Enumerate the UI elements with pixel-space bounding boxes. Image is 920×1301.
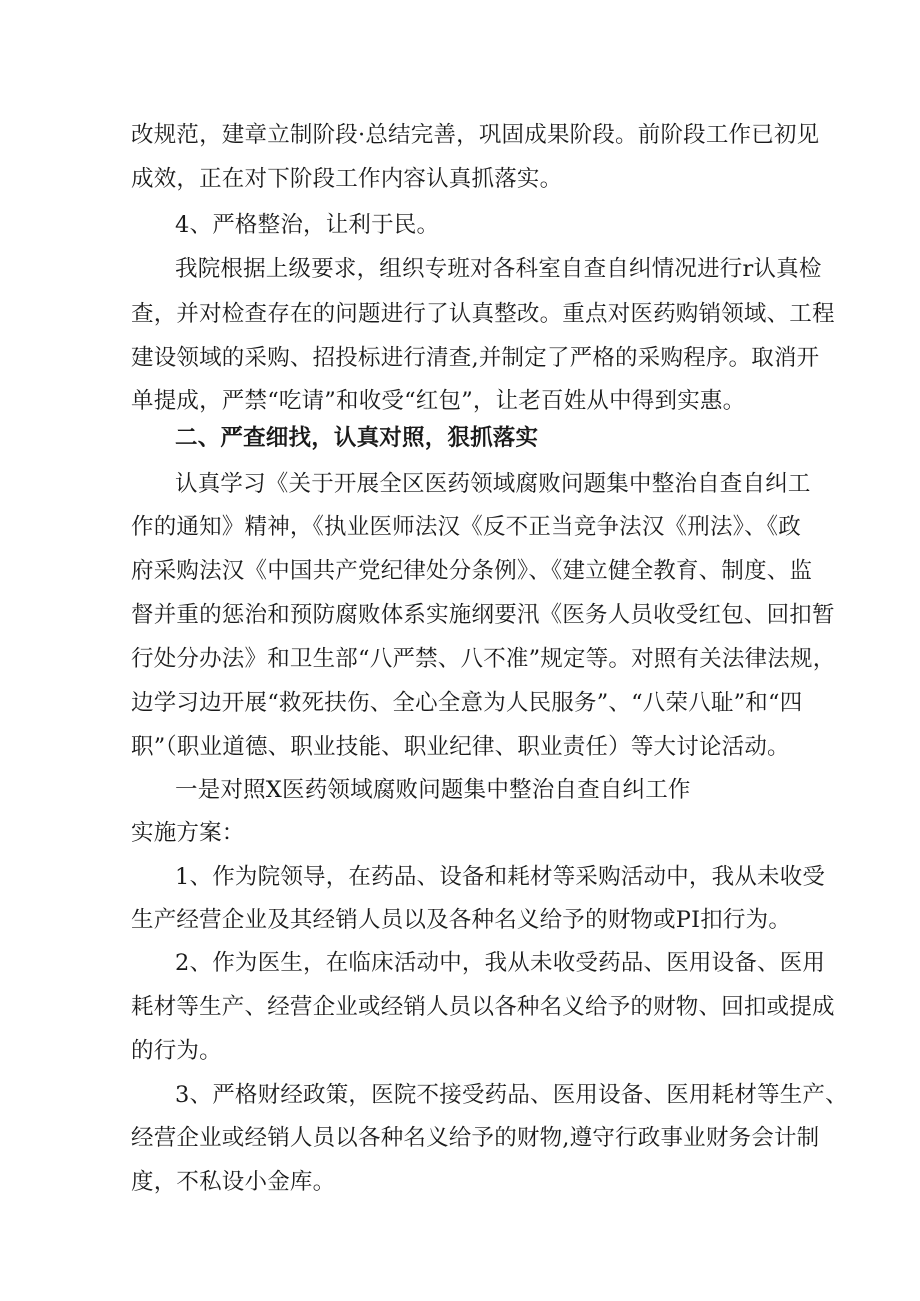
text-line xyxy=(0,768,920,812)
text-line-content: 作的通知》精神，《执业医师法汉《反不正当竞争法汉《刑法》、《政 xyxy=(131,514,801,540)
text-line-content: 职”（职业道德、职业技能、职业纪律、职业责任）等大讨论活动。 xyxy=(131,734,790,760)
text-line-content: 成效，正在对下阶段工作内容认真抓落实。 xyxy=(131,166,563,192)
text-line-content: 3、严格财经政策，医院不接受药品、医用设备、医用耗材等生产、 xyxy=(175,1082,848,1108)
text-line xyxy=(0,855,920,899)
text-line-content: 4、严格整治，让利于民。 xyxy=(175,212,440,238)
text-line-content: 督并重的惩治和预防腐败体系实施纲要汛《医务人员收受红包、回扣暂 xyxy=(131,602,835,628)
text-line xyxy=(0,898,920,942)
text-line xyxy=(0,157,920,201)
text-line xyxy=(0,336,920,380)
text-line xyxy=(0,1073,920,1117)
text-line-content: 2、作为医生，在临床活动中，我从未收受药品、医用设备、医用 xyxy=(175,950,826,976)
text-line xyxy=(0,113,920,157)
text-line xyxy=(0,549,920,593)
text-line xyxy=(0,593,920,637)
text-line-content: 建设领域的采购、招投标进行清查,并制定了严格的采购程序。取消开 xyxy=(131,345,820,371)
text-line xyxy=(0,1160,920,1204)
text-line xyxy=(0,637,920,681)
text-line-content: 单提成，严禁“吃请”和收受“红包”，让老百姓从中得到实惠。 xyxy=(131,388,746,414)
text-line xyxy=(0,462,920,506)
text-line-content: 耗材等生产、经营企业或经销人员以各种名义给予的财物、回扣或提成 xyxy=(131,994,835,1020)
text-line-content: 认真学习《关于开展全区医药领域腐败问题集中整治自查自纠工 xyxy=(175,471,811,497)
text-line-content: 我院根据上级要求，组织专班对各科室自查自纠情况进行r认真检 xyxy=(175,256,822,282)
text-line xyxy=(0,725,920,769)
section-heading xyxy=(0,416,920,460)
text-line xyxy=(0,1029,920,1073)
text-line xyxy=(0,203,920,247)
text-line-content: 1、作为院领导，在药品、设备和耗材等采购活动中，我从未收受 xyxy=(175,864,826,890)
text-line xyxy=(0,985,920,1029)
text-line-content: 府采购法汉《中国共产党纪律处分条例》、《建立健全教育、制度、监 xyxy=(131,558,813,584)
section-heading-text: 二、严查细找，认真对照，狠抓落实 xyxy=(175,425,539,451)
text-line-content: 一是对照X医药领域腐败问题集中整治自查自纠工作 xyxy=(175,777,691,803)
text-line-content: 查，并对检查存在的问题进行了认真整改。重点对医药购销领域、工程 xyxy=(131,301,835,327)
text-line-content: 度，不私设小金库。 xyxy=(131,1169,336,1195)
text-line-content: 改规范，建章立制阶段·总结完善，巩固成果阶段。前阶段工作已初见 xyxy=(131,122,820,148)
text-line xyxy=(0,292,920,336)
text-line xyxy=(0,681,920,725)
text-line-content: 行处分办法》和卫生部“八严禁、八不准”规定等。对照有关法律法规， xyxy=(131,646,836,672)
text-line xyxy=(0,247,920,291)
text-line-content: 生产经营企业及其经销人员以及各种名义给予的财物或PI扣行为。 xyxy=(131,907,792,933)
text-line-content: 经营企业或经销人员以各种名义给予的财物,遵守行政事业财务会计制 xyxy=(131,1125,820,1151)
text-line-content: 的行为。 xyxy=(131,1038,222,1064)
text-line xyxy=(0,811,920,855)
text-line-content: 边学习边开展“救死扶伤、全心全意为人民服务”、“八荣八耻”和“四 xyxy=(131,690,803,716)
text-line xyxy=(0,505,920,549)
text-line xyxy=(0,941,920,985)
text-line xyxy=(0,1116,920,1160)
text-line-content: 实施方案： xyxy=(131,820,245,846)
